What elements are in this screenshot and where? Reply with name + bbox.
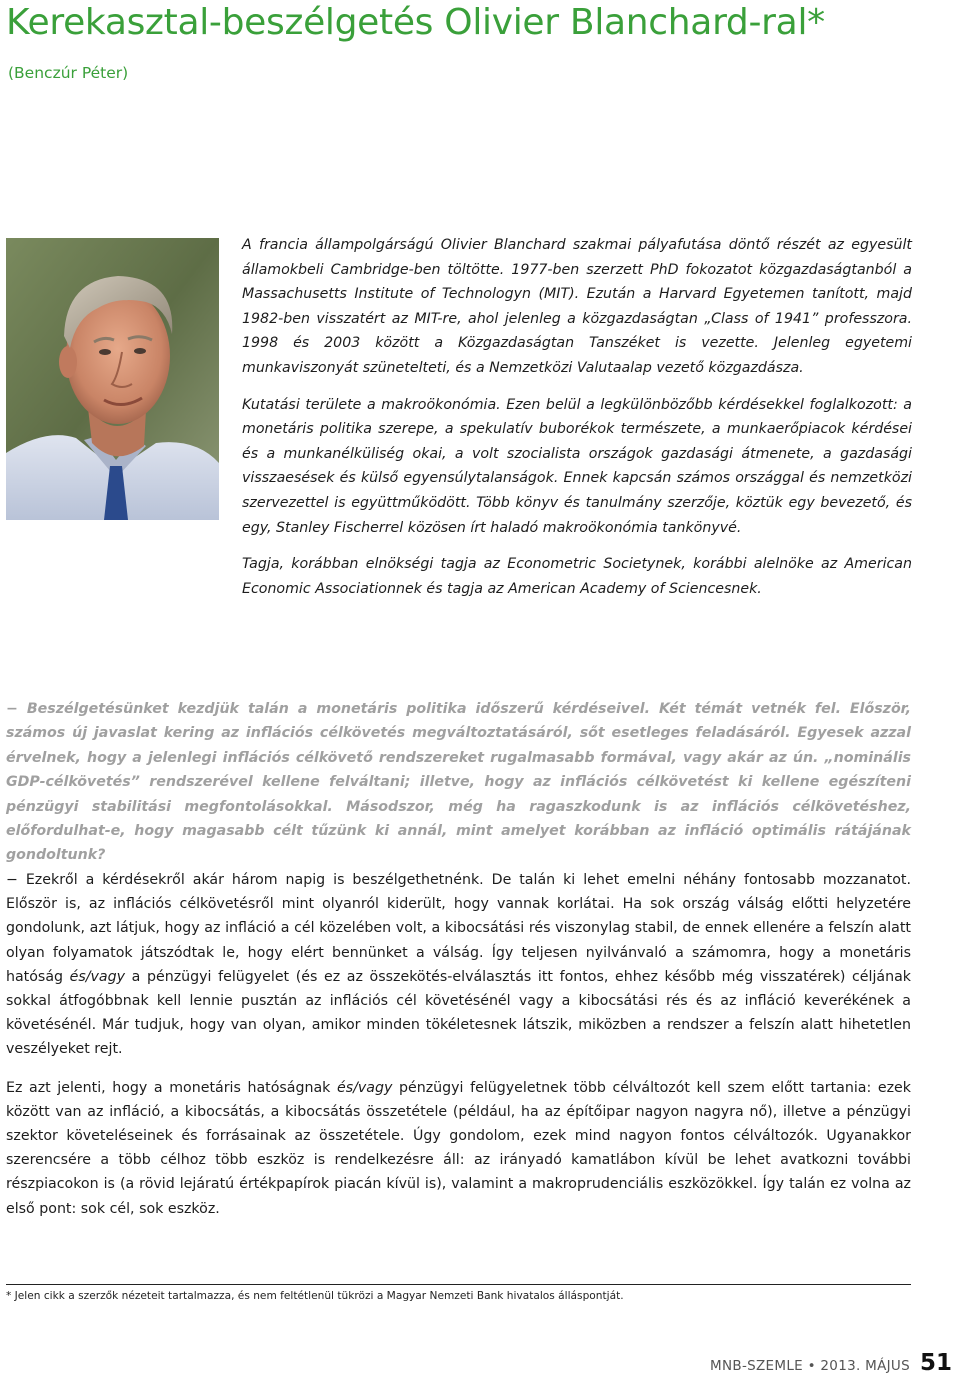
interview-answer bbox=[6, 868, 911, 1221]
intro-paragraph: Tagja, korábban elnökségi tagja az Econometric Societynek, korábbi alelnöke az American Economic Associationnek és tagja az American Academy of Sciencesnek. bbox=[242, 556, 912, 597]
answer-emphasis: és/vagy bbox=[336, 1079, 393, 1096]
interview-question bbox=[6, 697, 911, 868]
page-footer bbox=[710, 1350, 952, 1376]
answer-text: a pénzügyi felügyelet (és ez az összekötés-elválasztás itt fontos, ehhez később még visszatérek) céljának sokkal átfogóbbnak kell lennie pusztán az inflációs cél követésénél vagy a kibocsátási rés és az infláció keverékének a követésénél. Már tudjuk, hogy van olyan, amikor minden tökéletesnek látszik, miközben a rendszer a felszín alatt hihetetlen veszélyeket rejt. bbox=[6, 968, 912, 1058]
answer-paragraph bbox=[6, 1076, 911, 1221]
article-title: Kerekasztal-beszélgetés Olivier Blanchard-ral* bbox=[6, 2, 825, 43]
page-number: 51 bbox=[919, 1350, 952, 1376]
answer-text: Ez azt jelenti, hogy a monetáris hatóságnak bbox=[6, 1079, 337, 1096]
answer-emphasis: és/vagy bbox=[69, 968, 126, 985]
journal-name: MNB-SZEMLE • 2013. MÁJUS bbox=[710, 1358, 910, 1374]
answer-paragraph bbox=[6, 868, 911, 1062]
article-author: (Benczúr Péter) bbox=[8, 64, 129, 82]
answer-text: − Ezekről a kérdésekről akár három napig is beszélgethetnénk. De talán ki lehet emelni néhány fontosabb mozzanatot. Először is, az inflációs célkövetésről mint olyanról kiderült, hogy vannak korlátai. Ha sok ország válság előtti helyzetére gondolunk, azt látjuk, hogy az infláció a cél közelében volt, a kibocsátási rés viszonylag stabil, de ennek ellenére a felszín alatt olyan folyamatok játszódtak le, hogy elért bennünket a válság. Így teljesen nyilvánvaló a számomra, hogy a monetáris hatóság bbox=[6, 872, 911, 985]
answer-text: pénzügyi felügyeletnek több célváltozót kell szem előtt tartania: ezek között van az infláció, a kibocsátás, a kibocsátás összetétele (például, ha az építőipar nagyon nagyra nő), illetve a pénzügyi szektor követeléseinek és forrásainak az összetétele. Úgy gondolom, ezek mind nagyon fontos célváltozók. Ugyanakkor szerencsére a több célhoz több eszköz is rendelkezésre áll: az irányadó kamatlábon kívül be lehet avatkozni további részpiacokon is (a rövid lejáratú értékpapírok piacán kívül is), valamint a makroprudenciális eszközökkel. Így talán ez volna az első pont: sok cél, sok eszköz. bbox=[6, 1079, 911, 1217]
footnote: * Jelen cikk a szerzők nézeteit tartalmazza, és nem feltétlenül tükrözi a Magyar Nemzeti Bank hivatalos álláspontját. bbox=[6, 1290, 624, 1302]
question-text: − Beszélgetésünket kezdjük talán a monetáris politika időszerű kérdéseivel. Két témát vetnék fel. Először, számos új javaslat kering az inflációs célkövetés megváltoztatásáról, sőt esetleges feladásáról. Egyesek azzal érvelnek, hogy a jelenlegi inflációs célkövető rendszereket rugalmasabb formával, vagy akár az ún. „nominális GDP-célkövetés” rendszerével kellene felváltani; illetve, hogy az inflációs célkövetést ki kellene egészíteni pénzügyi stabilitási megfontolásokkal. Másodszor, még ha ragaszkodunk is az inflációs célkövetéshez, előfordulhat-e, hogy magasabb célt tűzünk ki annál, mint amelyet korábban az infláció optimális rátájának gondoltunk? bbox=[6, 701, 911, 864]
portrait-photo bbox=[6, 238, 219, 520]
intro-bio bbox=[242, 233, 912, 601]
intro-paragraph: Kutatási területe a makroökonómia. Ezen belül a legkülönbözőbb kérdésekkel foglalkozott: a monetáris politika szerepe, a spekulatív buborékok természete, a munkaerőpiacok kérdései és a munkanélküliség okai, a volt szocialista országok gazdasági átmenete, a gazdasági visszaesések és külső egyensúlytalanságok. Ennek kapcsán számos országgal és nemzetközi szervezettel is együttműködött. Több könyv és tanulmány szerzője, köztük egy bevezető, és egy, Stanley Fischerrel közösen írt haladó makroökonómia tankönyvé. bbox=[242, 396, 912, 536]
intro-paragraph: A francia állampolgárságú Olivier Blanchard szakmai pályafutása döntő részét az egyesült államokbeli Cambridge-ben töltötte. 1977-ben szerzett PhD fokozatot közgazdaságtanból a Massachusetts Institute of Technologyn (MIT). Ezután a Harvard Egyetemen tanított, majd 1982-ben visszatért az MIT-re, ahol jelenleg a közgazdaságtan „Class of 1941” professzora. 1998 és 2003 között a Közgazdaságtan Tanszéket is vezette. Jelenleg egyetemi munkaviszonyát szünetelteti, és a Nemzetközi Valutaalap vezető közgazdásza. bbox=[242, 237, 912, 376]
footnote-divider bbox=[6, 1284, 911, 1285]
